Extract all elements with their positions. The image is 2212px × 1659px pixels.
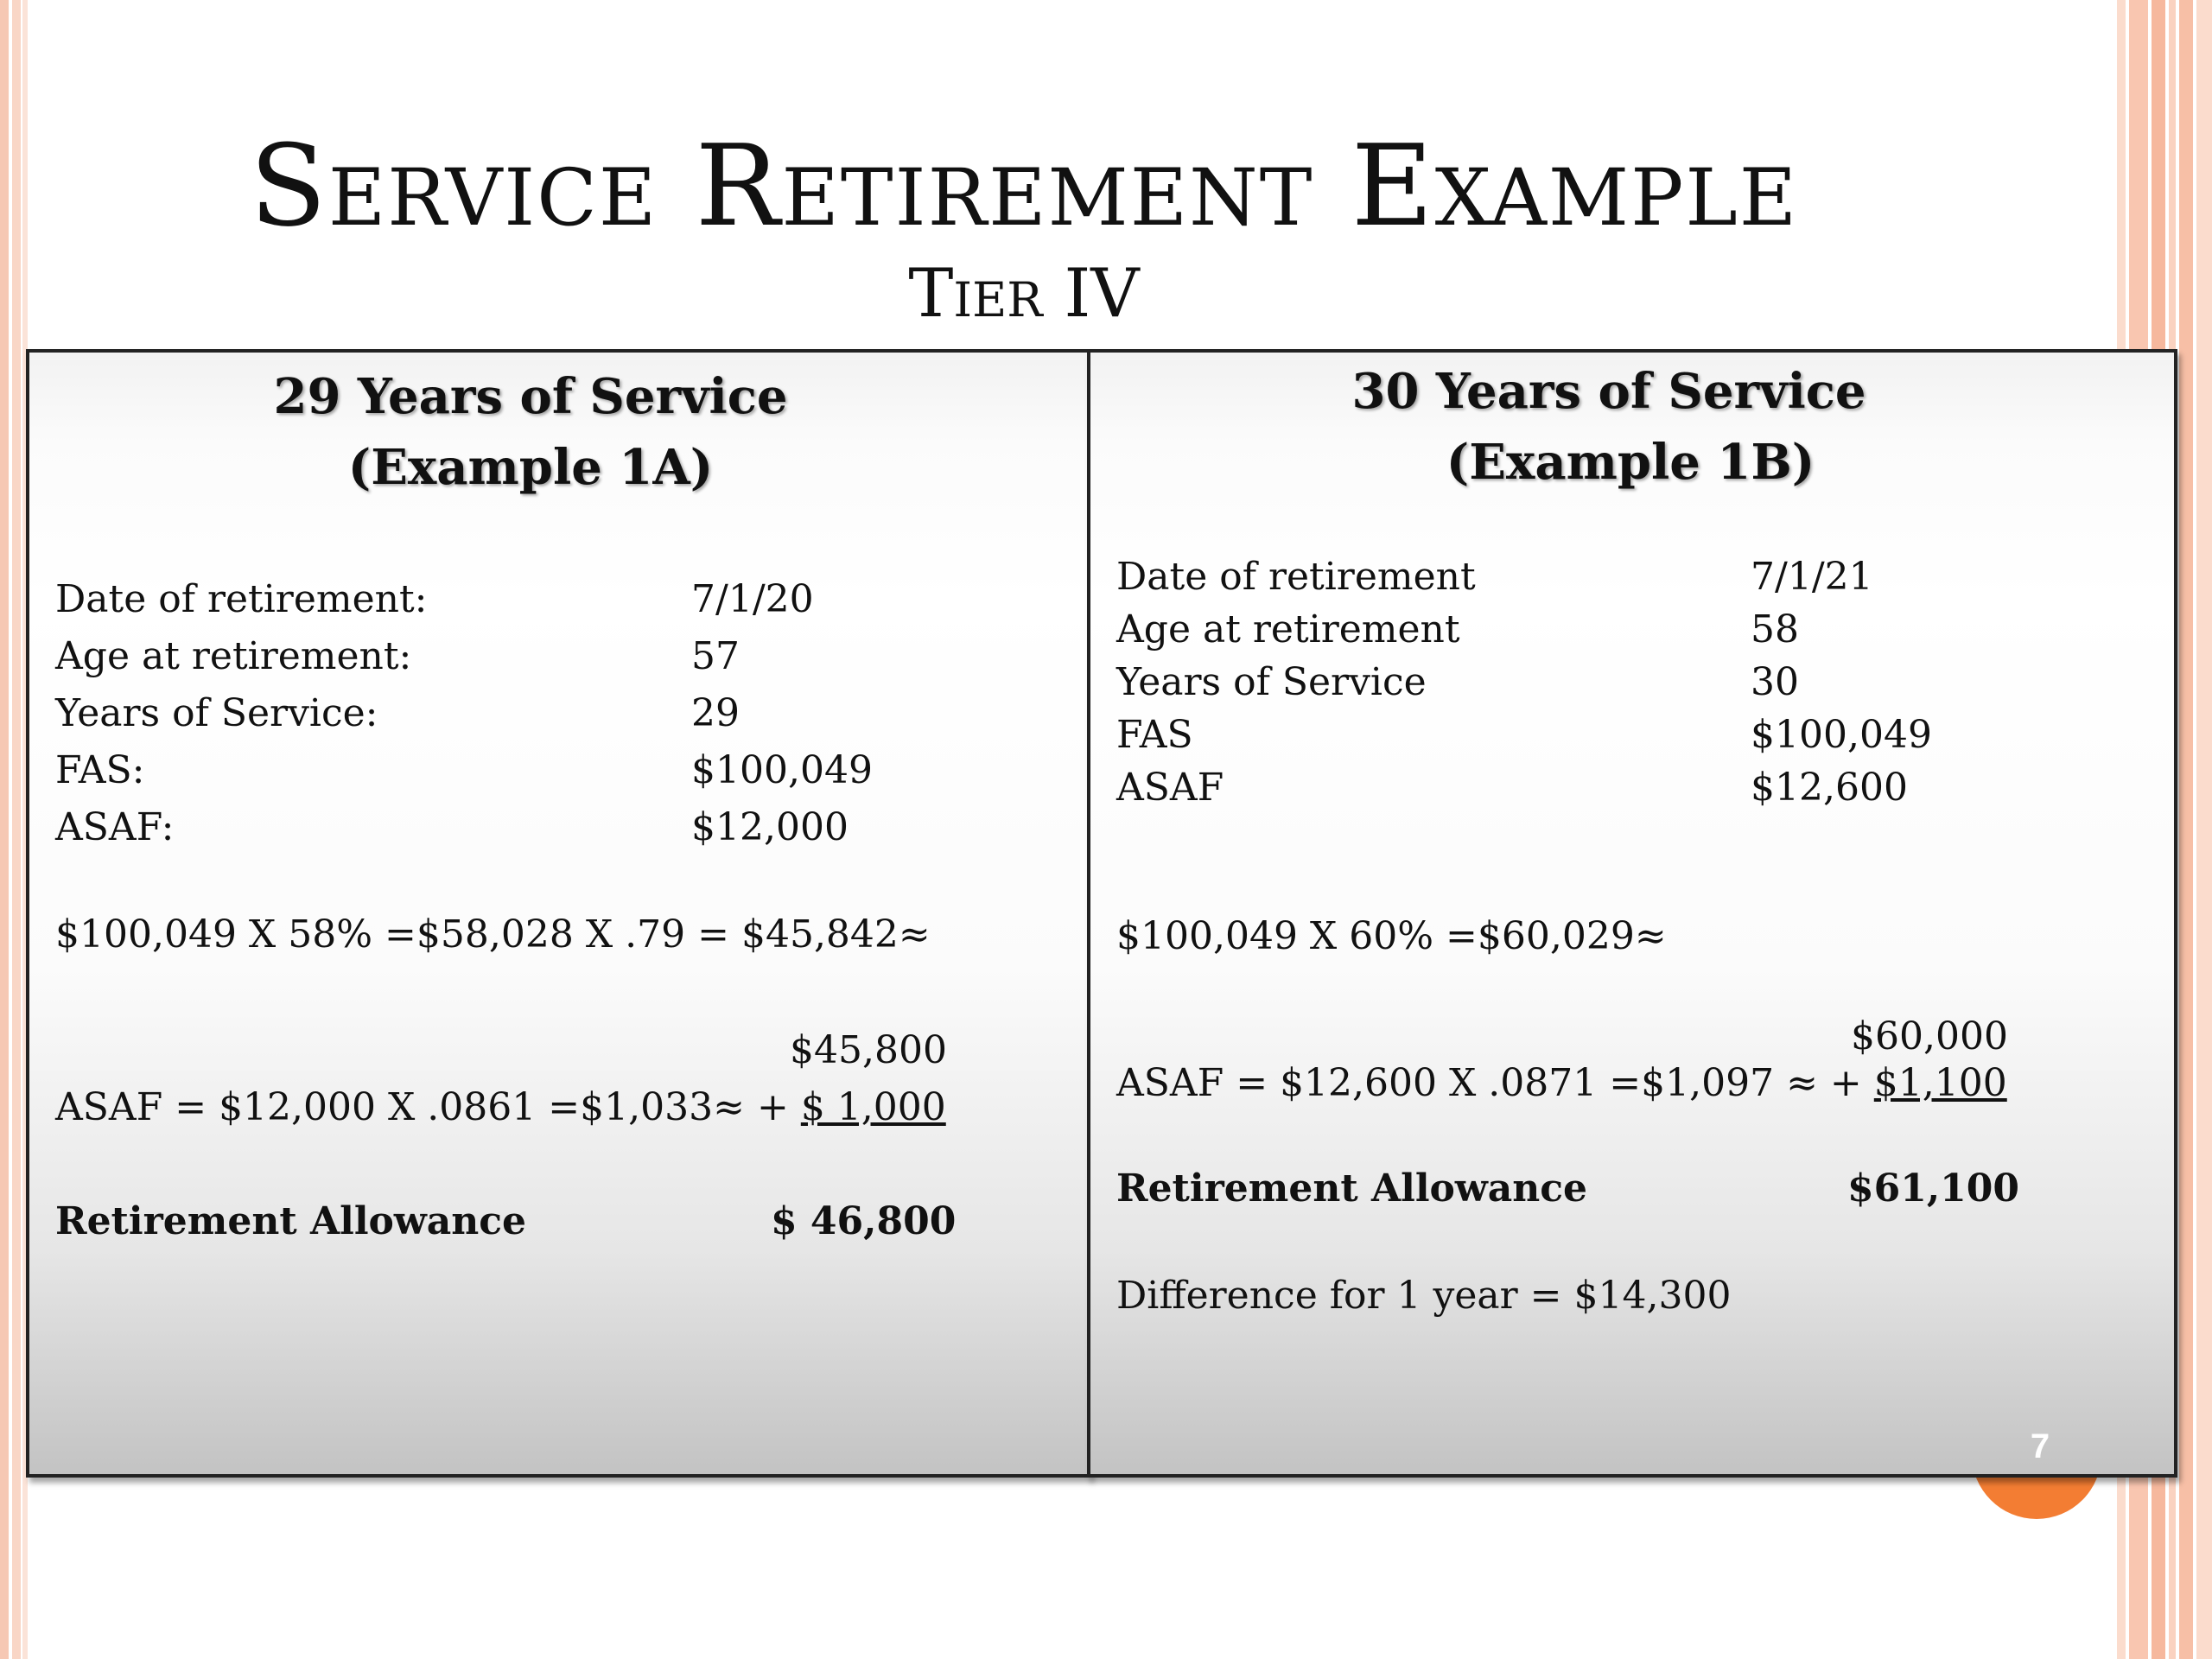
allowance-value: $61,100 [1847,1166,2020,1211]
row-label: ASAF: [55,805,175,849]
row-value: 58 [1751,607,1799,652]
row-label: Age at retirement [1116,607,1460,652]
row-value: $12,000 [691,805,849,849]
example-1a-heading-line2: (Example 1A) [347,439,714,496]
row-value: 29 [691,691,740,735]
right-border-stripe [2179,0,2193,1659]
right-border-stripe [2196,0,2212,1659]
row-label: ASAF [1116,766,1224,810]
row-label: FAS: [55,748,145,792]
calculation-text: $100,049 X 58% =$58,028 X .79 = $45,842≈ [55,912,931,957]
asaf-amount: $1,100 [1873,1061,2007,1105]
asaf-amount: $ 1,000 [800,1085,946,1129]
example-1a-heading-line1: 29 Years of Service [273,368,788,425]
example-1b-heading-line1: 30 Years of Service [1351,363,1866,420]
row-value: $100,049 [691,748,873,792]
example-1b-heading [1125,356,2093,498]
row-label: Age at retirement: [55,634,412,678]
rounded-amount: $45,800 [790,1028,947,1072]
row-value: 7/1/20 [691,577,814,621]
asaf-formula-text: ASAF = $12,000 X .0861 =$1,033≈ + [55,1085,789,1129]
example-1a-heading [29,361,1032,503]
calculation-text: $100,049 X 60% =$60,029≈ [1116,914,1667,958]
row-value: 30 [1751,660,1799,704]
row-value: 7/1/21 [1751,555,1873,599]
row-label: Date of retirement: [55,577,428,621]
difference-text: Difference for 1 year = $14,300 [1116,1274,1732,1318]
allowance-value: $ 46,800 [771,1199,957,1243]
asaf-formula [1116,1058,2007,1109]
rounded-amount: $60,000 [1851,1014,2008,1058]
row-value: 57 [691,634,740,678]
row-label: FAS [1116,713,1193,757]
asaf-formula-text: ASAF = $12,600 X .0871 =$1,097 ≈ + [1116,1061,1862,1105]
slide-subtitle: Tier IV [908,255,1140,333]
row-label: Date of retirement [1116,555,1476,599]
page-number: 7 [2030,1427,2050,1465]
asaf-formula [55,1082,946,1134]
row-value: $100,049 [1751,713,1932,757]
row-value: $12,600 [1751,766,1908,810]
allowance-label: Retirement Allowance [1116,1166,1588,1211]
example-1b-heading-line2: (Example 1B) [1446,434,1815,491]
row-label: Years of Service: [55,691,378,735]
slide-title: Service Retirement Example [249,120,1799,251]
example-1b-panel [1087,349,2177,1478]
allowance-label: Retirement Allowance [55,1199,527,1243]
row-label: Years of Service [1116,660,1427,704]
example-1a-panel [26,349,1090,1478]
